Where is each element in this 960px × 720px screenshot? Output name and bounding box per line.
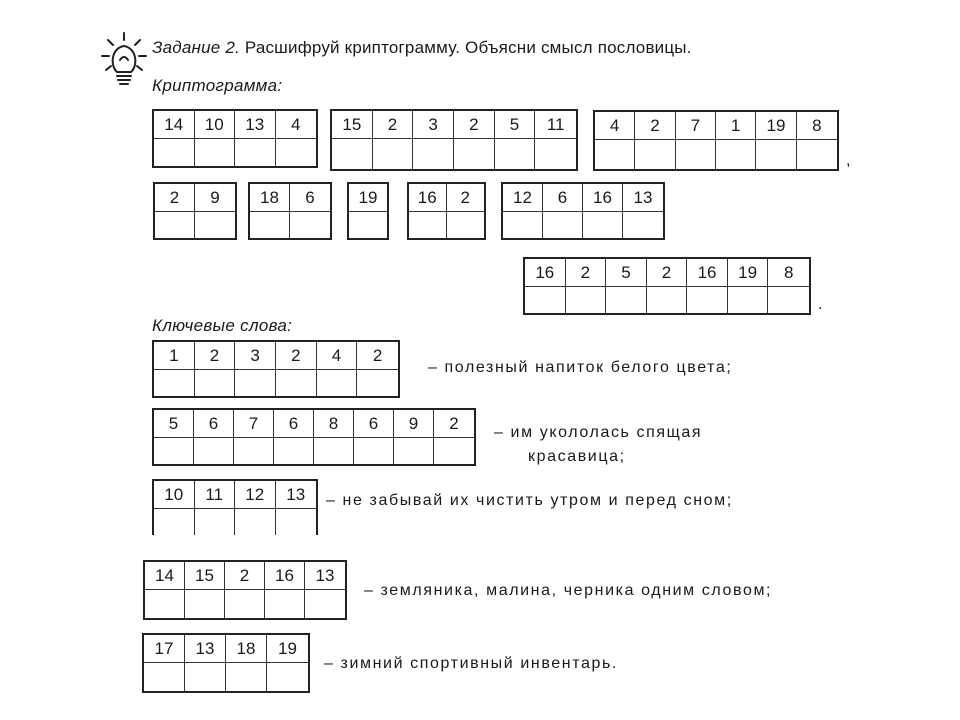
number-cell: 3 [413, 111, 454, 139]
answer-letter-cell[interactable] [543, 212, 583, 238]
answer-letter-cell[interactable] [155, 212, 195, 238]
answer-letter-cell[interactable] [235, 370, 276, 396]
number-cell: 13 [235, 111, 276, 139]
answer-letter-cell[interactable] [495, 139, 536, 169]
keyword-grid-1 [152, 340, 400, 398]
answer-letter-cell[interactable] [195, 139, 236, 166]
answer-letter-cell[interactable] [317, 370, 358, 396]
number-cell: 7 [234, 410, 274, 438]
number-cell: 8 [797, 112, 837, 140]
answer-letter-cell[interactable] [676, 140, 716, 169]
number-cell: 10 [154, 481, 195, 509]
answer-letter-cell[interactable] [728, 287, 769, 313]
answer-letter-cell[interactable] [768, 287, 809, 313]
number-cell: 4 [317, 342, 358, 370]
answer-letter-cell[interactable] [454, 139, 495, 169]
keyword-grid-3 [152, 479, 318, 535]
number-cell: 18 [226, 635, 267, 663]
task-label: Задание 2. [152, 38, 240, 57]
number-cell: 12 [503, 184, 543, 212]
number-cell: 13 [305, 562, 345, 590]
number-cell: 2 [447, 184, 485, 212]
number-cell: 19 [349, 184, 387, 212]
answer-letter-cell[interactable] [797, 140, 837, 169]
number-cell: 4 [276, 111, 317, 139]
answer-letter-cell[interactable] [154, 370, 195, 396]
cryptogram-word-6 [347, 182, 389, 240]
answer-letter-cell[interactable] [185, 590, 225, 618]
number-cell: 5 [606, 259, 647, 287]
answer-letter-cell[interactable] [357, 370, 398, 396]
number-cell: 13 [185, 635, 226, 663]
cryptogram-label: Криптограмма: [152, 76, 283, 95]
number-cell: 12 [235, 481, 276, 509]
number-cell: 13 [276, 481, 317, 509]
number-cell: 1 [716, 112, 756, 140]
number-cell: 9 [195, 184, 235, 212]
keyword-description-4: – земляника, малина, черника одним словом; [364, 582, 773, 599]
number-cell: 7 [676, 112, 716, 140]
answer-letter-cell[interactable] [194, 438, 234, 464]
number-cell: 2 [155, 184, 195, 212]
number-cell: 5 [495, 111, 536, 139]
answer-letter-cell[interactable] [647, 287, 688, 313]
answer-letter-cell[interactable] [154, 438, 194, 464]
number-cell: 2 [647, 259, 688, 287]
answer-letter-cell[interactable] [373, 139, 414, 169]
answer-letter-cell[interactable] [235, 509, 276, 535]
number-cell: 15 [332, 111, 373, 139]
number-cell: 6 [354, 410, 394, 438]
answer-letter-cell[interactable] [274, 438, 314, 464]
answer-letter-cell[interactable] [145, 590, 185, 618]
answer-letter-cell[interactable] [276, 370, 317, 396]
answer-letter-cell[interactable] [447, 212, 485, 238]
answer-letter-cell[interactable] [583, 212, 623, 238]
answer-letter-cell[interactable] [503, 212, 543, 238]
number-cell: 18 [250, 184, 290, 212]
cryptogram-word-4 [153, 182, 237, 240]
keyword-grid-5 [142, 633, 310, 693]
answer-letter-cell[interactable] [635, 140, 675, 169]
answer-letter-cell[interactable] [290, 212, 330, 238]
answer-letter-cell[interactable] [234, 438, 274, 464]
number-cell: 14 [145, 562, 185, 590]
number-cell: 2 [454, 111, 495, 139]
keyword-description-3: – не забывай их чистить утром и перед сном; [326, 492, 733, 509]
number-cell: 15 [185, 562, 225, 590]
answer-letter-cell[interactable] [265, 590, 305, 618]
number-cell: 2 [566, 259, 607, 287]
cryptogram-word-3 [593, 110, 839, 171]
number-cell: 16 [265, 562, 305, 590]
keyword-description-2b: красавица; [528, 448, 626, 465]
keyword-grid-4 [143, 560, 347, 620]
number-cell: 17 [144, 635, 185, 663]
cryptogram-word-1 [152, 109, 318, 168]
number-cell: 8 [314, 410, 354, 438]
number-cell: 14 [154, 111, 195, 139]
number-cell: 5 [154, 410, 194, 438]
answer-letter-cell[interactable] [225, 590, 265, 618]
number-cell: 2 [635, 112, 675, 140]
period-mark: . [818, 296, 823, 313]
answer-letter-cell[interactable] [566, 287, 607, 313]
answer-letter-cell[interactable] [623, 212, 663, 238]
answer-letter-cell[interactable] [185, 663, 226, 691]
answer-letter-cell[interactable] [409, 212, 447, 238]
number-cell: 6 [194, 410, 234, 438]
answer-letter-cell[interactable] [195, 509, 236, 535]
answer-letter-cell[interactable] [250, 212, 290, 238]
cryptogram-word-5 [248, 182, 332, 240]
number-cell: 2 [195, 342, 236, 370]
number-cell: 13 [623, 184, 663, 212]
answer-letter-cell[interactable] [756, 140, 796, 169]
answer-letter-cell[interactable] [595, 140, 635, 169]
answer-letter-cell[interactable] [195, 212, 235, 238]
answer-letter-cell[interactable] [349, 212, 387, 238]
answer-letter-cell[interactable] [305, 590, 345, 618]
answer-letter-cell[interactable] [535, 139, 576, 169]
cryptogram-word-9 [523, 257, 811, 315]
keyword-grid-2 [152, 408, 476, 466]
number-cell: 2 [225, 562, 265, 590]
number-cell: 19 [728, 259, 769, 287]
number-cell: 19 [756, 112, 796, 140]
answer-letter-cell[interactable] [606, 287, 647, 313]
task-heading [152, 38, 692, 58]
number-cell: 16 [583, 184, 623, 212]
keyword-description-5: – зимний спортивный инвентарь. [324, 655, 618, 672]
lightbulb-icon [100, 30, 148, 90]
number-cell: 2 [357, 342, 398, 370]
number-cell: 11 [535, 111, 576, 139]
number-cell: 10 [195, 111, 236, 139]
number-cell: 11 [195, 481, 236, 509]
answer-letter-cell[interactable] [716, 140, 756, 169]
number-cell: 6 [543, 184, 583, 212]
answer-letter-cell[interactable] [195, 370, 236, 396]
answer-letter-cell[interactable] [525, 287, 566, 313]
answer-letter-cell[interactable] [687, 287, 728, 313]
number-cell: 16 [409, 184, 447, 212]
task-text: Расшифруй криптограмму. Объясни смысл пословицы. [244, 38, 692, 57]
answer-letter-cell[interactable] [267, 663, 308, 691]
comma-mark: , [846, 152, 851, 169]
keyword-description-2a: – им укололась спящая [494, 424, 703, 441]
answer-letter-cell[interactable] [235, 139, 276, 166]
cryptogram-word-8 [501, 182, 665, 240]
number-cell: 1 [154, 342, 195, 370]
number-cell: 8 [768, 259, 809, 287]
answer-letter-cell[interactable] [434, 438, 474, 464]
number-cell: 16 [687, 259, 728, 287]
keyword-description-1: – полезный напиток белого цвета; [428, 359, 733, 376]
number-cell: 6 [274, 410, 314, 438]
number-cell: 3 [235, 342, 276, 370]
answer-letter-cell[interactable] [276, 509, 317, 535]
cryptogram-word-2 [330, 109, 578, 171]
answer-letter-cell[interactable] [332, 139, 373, 169]
answer-letter-cell[interactable] [354, 438, 394, 464]
answer-letter-cell[interactable] [154, 509, 195, 535]
number-cell: 2 [434, 410, 474, 438]
answer-letter-cell[interactable] [413, 139, 454, 169]
answer-letter-cell[interactable] [394, 438, 434, 464]
answer-letter-cell[interactable] [226, 663, 267, 691]
number-cell: 19 [267, 635, 308, 663]
keywords-label: Ключевые слова: [152, 316, 293, 335]
answer-letter-cell[interactable] [154, 139, 195, 166]
number-cell: 2 [373, 111, 414, 139]
answer-letter-cell[interactable] [144, 663, 185, 691]
number-cell: 16 [525, 259, 566, 287]
number-cell: 2 [276, 342, 317, 370]
answer-letter-cell[interactable] [314, 438, 354, 464]
number-cell: 9 [394, 410, 434, 438]
cryptogram-word-7 [407, 182, 486, 240]
number-cell: 6 [290, 184, 330, 212]
number-cell: 4 [595, 112, 635, 140]
answer-letter-cell[interactable] [276, 139, 317, 166]
